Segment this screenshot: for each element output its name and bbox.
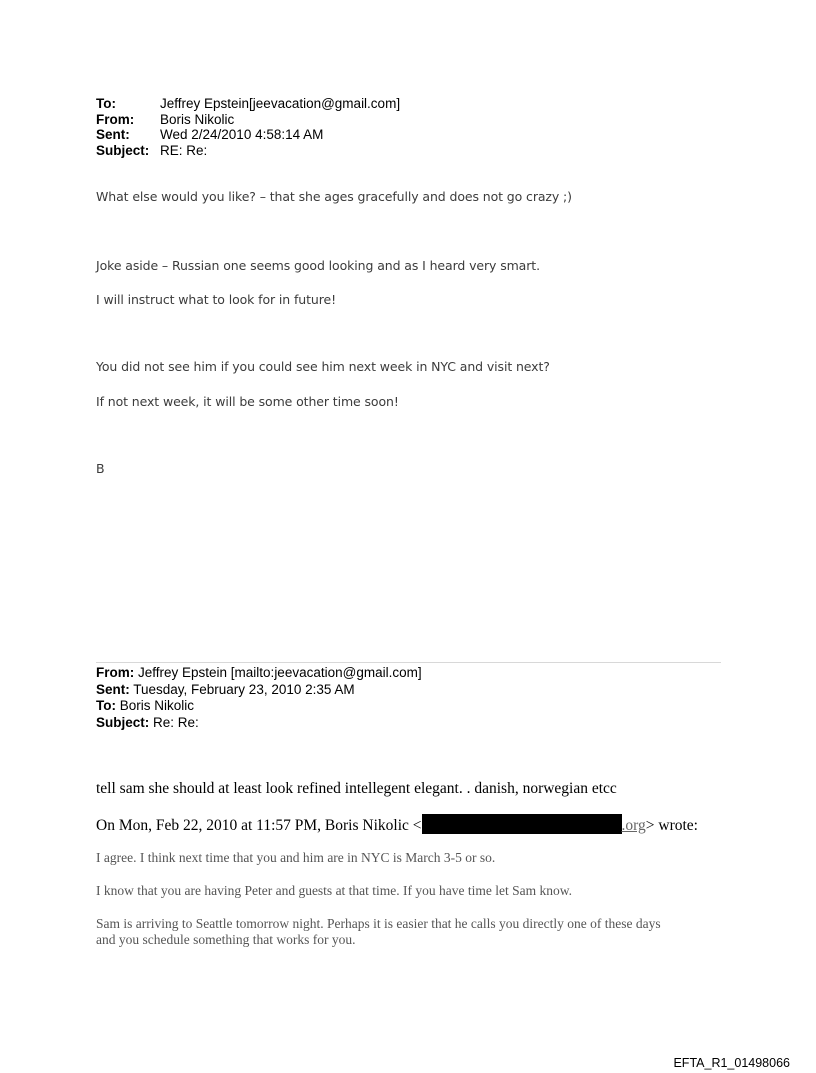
from-row [96,112,400,128]
quoted-from-row [96,665,422,682]
from-value: Boris Nikolic [160,111,235,127]
document-id: EFTA_R1_01498066 [673,1056,790,1070]
quoted-to-label: To: [96,698,116,713]
reply-paragraph-1: What else would you like? – that she ages gracefully and does not go crazy ;) [96,189,572,204]
reply-signature: B [96,461,105,476]
quoted-paragraph-3 [96,916,661,948]
quoted-sent-value: Tuesday, February 23, 2010 2:35 AM [129,681,355,697]
quoted-from-value: Jeffrey Epstein [mailto:jeevacation@gmail.com] [134,665,422,680]
quoted-sent-row [96,682,422,699]
quoted-subject-label: Subject: [96,714,150,730]
reply-paragraph-2: Joke aside – Russian one seems good looking and as I heard very smart. [96,258,540,273]
from-label: From: [96,111,135,127]
to-value: Jeffrey Epstein[jeevacation@gmail.com] [160,96,401,111]
reply-paragraph-5: If not next week, it will be some other time soon! [96,394,399,409]
quote-divider [96,662,721,663]
attribution-prefix: On Mon, Feb 22, 2010 at 11:57 PM, Boris Nikolic < [96,817,422,834]
quoted-subject-value: Re: Re: [149,714,199,730]
quoted-subject-row [96,715,422,732]
quoted-paragraph-1: I agree. I think next time that you and him are in NYC is March 3-5 or so. [96,850,496,865]
redaction-block [422,814,622,834]
quoted-message-line: tell sam she should at least look refined intellegent elegant. . danish, norwegian etcc [96,780,617,797]
attribution-line [96,814,698,835]
quoted-paragraph-3-line-1: Sam is arriving to Seattle tomorrow night. Perhaps it is easier that he calls you directly one of these days [96,916,661,931]
attribution-suffix: > wrote: [645,817,698,834]
quoted-to-row [96,698,422,715]
to-label: To: [96,96,116,111]
subject-label: Subject: [96,142,150,158]
quoted-sent-label: Sent: [96,681,130,697]
sent-value: Wed 2/24/2010 4:58:14 AM [160,127,324,142]
sent-label: Sent: [96,127,130,142]
sent-row [96,127,400,143]
quoted-to-value: Boris Nikolic [116,698,195,713]
subject-row [96,143,400,159]
quoted-paragraph-2: I know that you are having Peter and guests at that time. If you have time let Sam know. [96,883,573,898]
quoted-paragraph-3-line-2: and you schedule something that works for you. [96,932,356,947]
reply-paragraph-3: I will instruct what to look for in future! [96,292,337,307]
email-header [96,96,400,158]
quoted-header [96,665,422,731]
to-row [96,96,400,112]
quoted-from-label: From: [96,665,135,680]
subject-value: RE: Re: [160,142,208,158]
attribution-email-domain[interactable]: .org [621,817,646,834]
reply-paragraph-4: You did not see him if you could see him next week in NYC and visit next? [96,359,550,374]
